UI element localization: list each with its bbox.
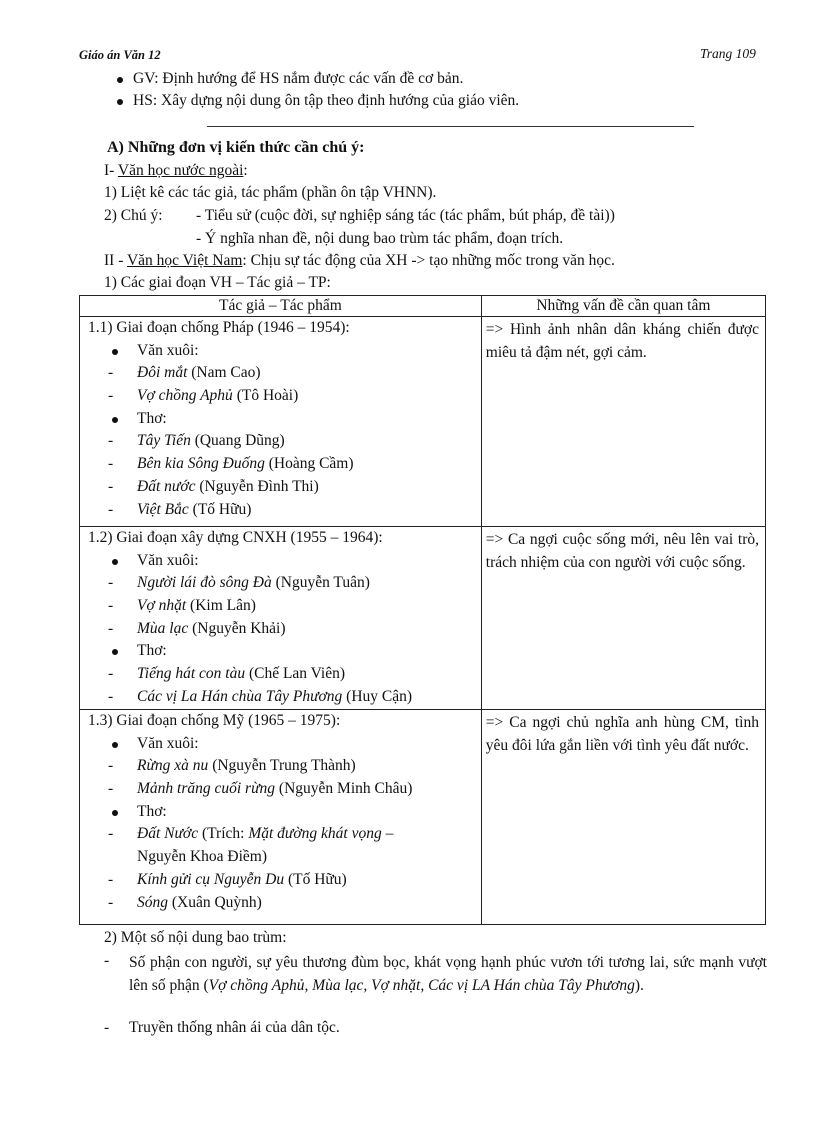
table-row bbox=[80, 710, 766, 925]
after-dash-1: Số phận con người, sự yêu thương đùm bọc, khát vọng hạnh phúc vươn tới tương lai, sức mạnh vượt lên số phận (Vợ chồng Aphủ, Mùa lạc, Vợ nhặt, Các vị LA Hán chùa Tây Phương). bbox=[129, 954, 767, 994]
part-1-title: Văn học nước ngoài bbox=[117, 162, 244, 179]
list-item: - Các vị La Hán chùa Tây Phương (Huy Cận) bbox=[108, 687, 413, 705]
after-item-2: 2) Một số nội dung bao trùm: bbox=[104, 929, 287, 946]
divider bbox=[207, 126, 694, 127]
part-2-heading bbox=[104, 252, 615, 270]
part-2-title: Văn học Việt Nam bbox=[126, 252, 243, 269]
list-item: - Mùa lạc (Nguyễn Khải) bbox=[108, 619, 286, 637]
list-item: - Tây Tiến (Quang Dũng) bbox=[108, 432, 285, 450]
table-row bbox=[80, 317, 766, 527]
list-item: - Người lái đò sông Đà (Nguyễn Tuân) bbox=[108, 574, 370, 592]
part-2-suffix: : Chịu sự tác động của XH -> tạo những mốc trong văn học. bbox=[242, 252, 615, 269]
list-item: - Việt Bắc (Tố Hữu) bbox=[108, 500, 252, 518]
list-item: - Đôi mắt (Nam Cao) bbox=[108, 364, 261, 382]
list-item: Thơ: bbox=[80, 640, 481, 663]
bullet-icon bbox=[117, 77, 123, 83]
list-item: Văn xuôi: bbox=[80, 340, 481, 363]
period-note: => Ca ngợi chủ nghĩa anh hùng CM, tình yêu đôi lứa gắn liền với tình yêu đất nước. bbox=[485, 714, 759, 754]
intro-bullet-1: GV: Định hướng để HS nắm được các vấn đề cơ bản. bbox=[133, 70, 464, 87]
list-item: Văn xuôi: bbox=[80, 550, 481, 573]
section-heading: A) Những đơn vị kiến thức cần chú ý: bbox=[107, 139, 365, 156]
list-item: - Đất nước (Nguyễn Đình Thi) bbox=[108, 477, 319, 495]
part-1-suffix: : bbox=[243, 162, 248, 179]
bullet-icon bbox=[112, 742, 118, 748]
list-item: - Rừng xà nu (Nguyễn Trung Thành) bbox=[108, 757, 356, 775]
page-header-left: Giáo án Văn 12 bbox=[79, 48, 161, 62]
bullet-icon bbox=[117, 99, 123, 105]
after-dash-2: Truyền thống nhân ái của dân tộc. bbox=[129, 1019, 340, 1036]
table-header-issues: Những vấn đề cần quan tâm bbox=[481, 296, 765, 317]
list-item: Thơ: bbox=[80, 801, 481, 824]
table-row bbox=[80, 527, 766, 710]
part-2-prefix: II - bbox=[104, 252, 127, 269]
period-note: => Hình ảnh nhân dân kháng chiến được miêu tả đậm nét, gợi cảm. bbox=[485, 321, 759, 361]
part-1-item-2-label: 2) Chú ý: bbox=[104, 207, 163, 224]
list-item: - Kính gửi cụ Nguyễn Du (Tố Hữu) bbox=[108, 870, 347, 888]
part-1-prefix: I- bbox=[104, 162, 118, 179]
page-number: Trang 109 bbox=[700, 46, 756, 61]
list-item: Văn xuôi: bbox=[80, 733, 481, 756]
list-item: Thơ: bbox=[80, 408, 481, 431]
period-note: => Ca ngợi cuộc sống mới, nêu lên vai trò, trách nhiệm của con người với cuộc sống. bbox=[485, 531, 759, 571]
intro-bullet-2: HS: Xây dựng nội dung ôn tập theo định hướng của giáo viên. bbox=[133, 92, 520, 109]
list-item: - Tiếng hát con tàu (Chế Lan Viên) bbox=[108, 665, 346, 683]
part-1-item-1: 1) Liệt kê các tác giả, tác phẩm (phần ôn tập VHNN). bbox=[104, 184, 437, 201]
list-item: - Sóng (Xuân Quỳnh) bbox=[108, 893, 262, 911]
period-title: 1.2) Giai đoạn xây dựng CNXH (1955 – 1964): bbox=[88, 529, 383, 546]
part-2-item-1: 1) Các giai đoạn VH – Tác giả – TP: bbox=[104, 274, 331, 291]
list-item: - Đất Nước (Trích: Mặt đường khát vọng – bbox=[108, 825, 394, 843]
after-dash-2-marker: - bbox=[104, 1019, 110, 1036]
table-header-works: Tác giả – Tác phẩm bbox=[80, 296, 482, 317]
list-item: - Bên kia Sông Đuống (Hoàng Cầm) bbox=[108, 455, 354, 473]
list-item: - Mảnh trăng cuối rừng (Nguyễn Minh Châu) bbox=[108, 780, 413, 798]
after-dash-1-marker: - bbox=[104, 952, 110, 969]
part-1-heading bbox=[104, 162, 248, 180]
bullet-icon bbox=[112, 417, 118, 423]
part-1-item-2-a: - Tiểu sử (cuộc đời, sự nghiệp sáng tác (tác phẩm, bút pháp, đề tài)) bbox=[196, 207, 615, 224]
bullet-icon bbox=[112, 810, 118, 816]
list-item-continuation: Nguyễn Khoa Điềm) bbox=[137, 848, 267, 866]
list-item: - Vợ chồng Aphủ (Tô Hoài) bbox=[108, 387, 299, 405]
list-item: - Vợ nhặt (Kim Lân) bbox=[108, 597, 256, 615]
literature-table bbox=[79, 295, 766, 925]
part-1-item-2-b: - Ý nghĩa nhan đề, nội dung bao trùm tác phẩm, đoạn trích. bbox=[196, 230, 564, 247]
period-title: 1.1) Giai đoạn chống Pháp (1946 – 1954): bbox=[88, 319, 350, 336]
bullet-icon bbox=[112, 349, 118, 355]
bullet-icon bbox=[112, 559, 118, 565]
period-title: 1.3) Giai đoạn chống Mỹ (1965 – 1975): bbox=[88, 712, 341, 729]
bullet-icon bbox=[112, 649, 118, 655]
